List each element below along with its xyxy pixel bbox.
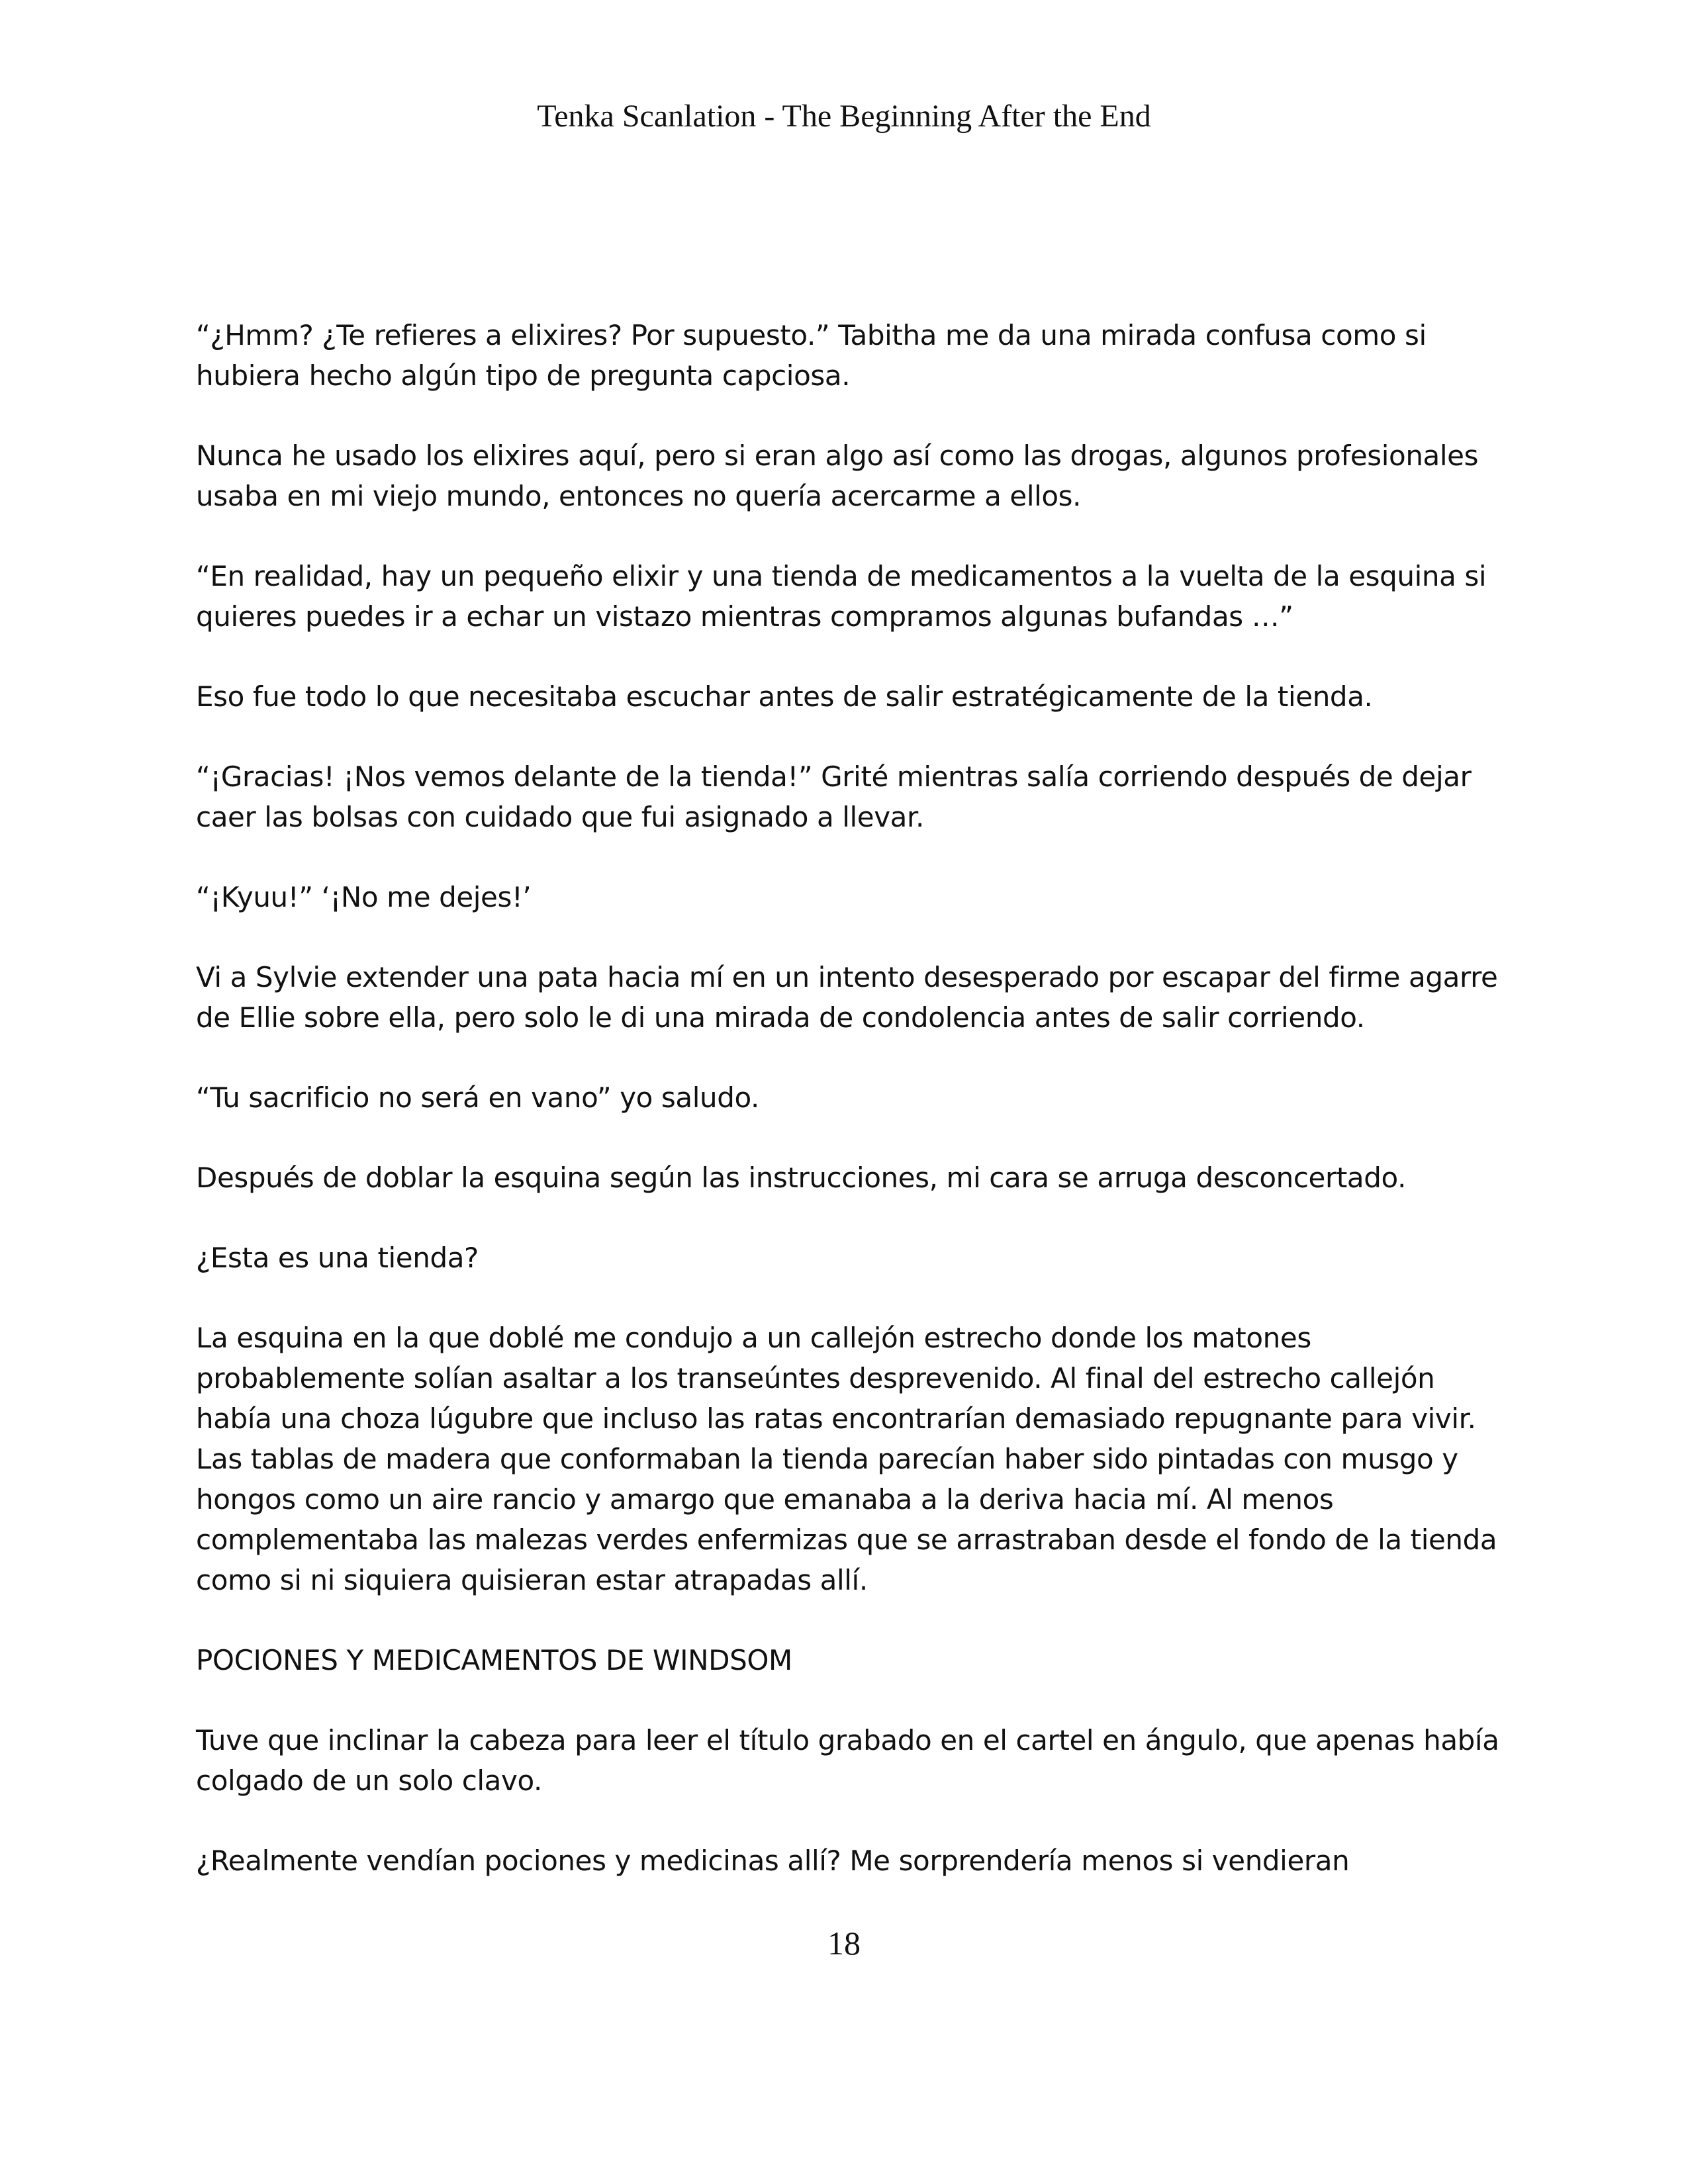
paragraph: “¿Hmm? ¿Te refieres a elixires? Por supuesto.” Tabitha me da una mirada confusa como si hubiera hecho algún tipo de pregunta capciosa. [196,319,1427,392]
paragraph: “Tu sacrificio no será en vano” yo saludo. [196,1081,759,1114]
paragraph: “¡Gracias! ¡Nos vemos delante de la tienda!” Grité mientras salía corriendo después de dejar caer las bolsas con cuidado que fui asignado a llevar. [196,760,1472,833]
paragraph: ¿Esta es una tienda? [196,1242,479,1274]
paragraph: ¿Realmente vendían pociones y medicinas allí? Me sorprendería menos si vendieran [196,1844,1350,1877]
paragraph: “¡Kyuu!” ‘¡No me dejes!’ [196,881,532,913]
body-text [196,315,1513,1921]
paragraph: Eso fue todo lo que necesitaba escuchar antes de salir estratégicamente de la tienda. [196,680,1373,713]
running-header: Tenka Scanlation - The Beginning After the End [537,99,1151,134]
paragraph: Nunca he usado los elixires aquí, pero si eran algo así como las drogas, algunos profesionales usaba en mi viejo mundo, entonces no quería acercarme a ellos. [196,439,1479,512]
sign-title: POCIONES Y MEDICAMENTOS DE WINDSOM [196,1644,792,1676]
paragraph: Tuve que inclinar la cabeza para leer el título grabado en el cartel en ángulo, que apenas había colgado de un solo clavo. [196,1724,1499,1797]
paragraph: Después de doblar la esquina según las instrucciones, mi cara se arruga desconcertado. [196,1161,1407,1194]
paragraph: La esquina en la que doblé me condujo a un callejón estrecho donde los matones probablemente solían asaltar a los transeúntes desprevenido. Al final del estrecho callejón había una choza lúgubre que incluso las ratas encontrarían demasiado repugnante para vivir. Las tablas de madera que conformaban la tienda parecían haber sido pintadas con musgo y hongos como un aire rancio y amargo que emanaba a la deriva hacia mí. Al menos complementaba las malezas verdes enfermizas que se arrastraban desde el fondo de la tienda como si ni siquiera quisieran estar atrapadas allí. [196,1322,1497,1596]
paragraph: Vi a Sylvie extender una pata hacia mí en un intento desesperado por escapar del firme agarre de Ellie sobre ella, pero solo le di una mirada de condolencia antes de salir corriendo. [196,961,1498,1034]
paragraph: “En realidad, hay un pequeño elixir y una tienda de medicamentos a la vuelta de la esquina si quieres puedes ir a echar un vistazo mientras compramos algunas bufandas …” [196,560,1487,633]
page-number: 18 [827,1925,861,1962]
